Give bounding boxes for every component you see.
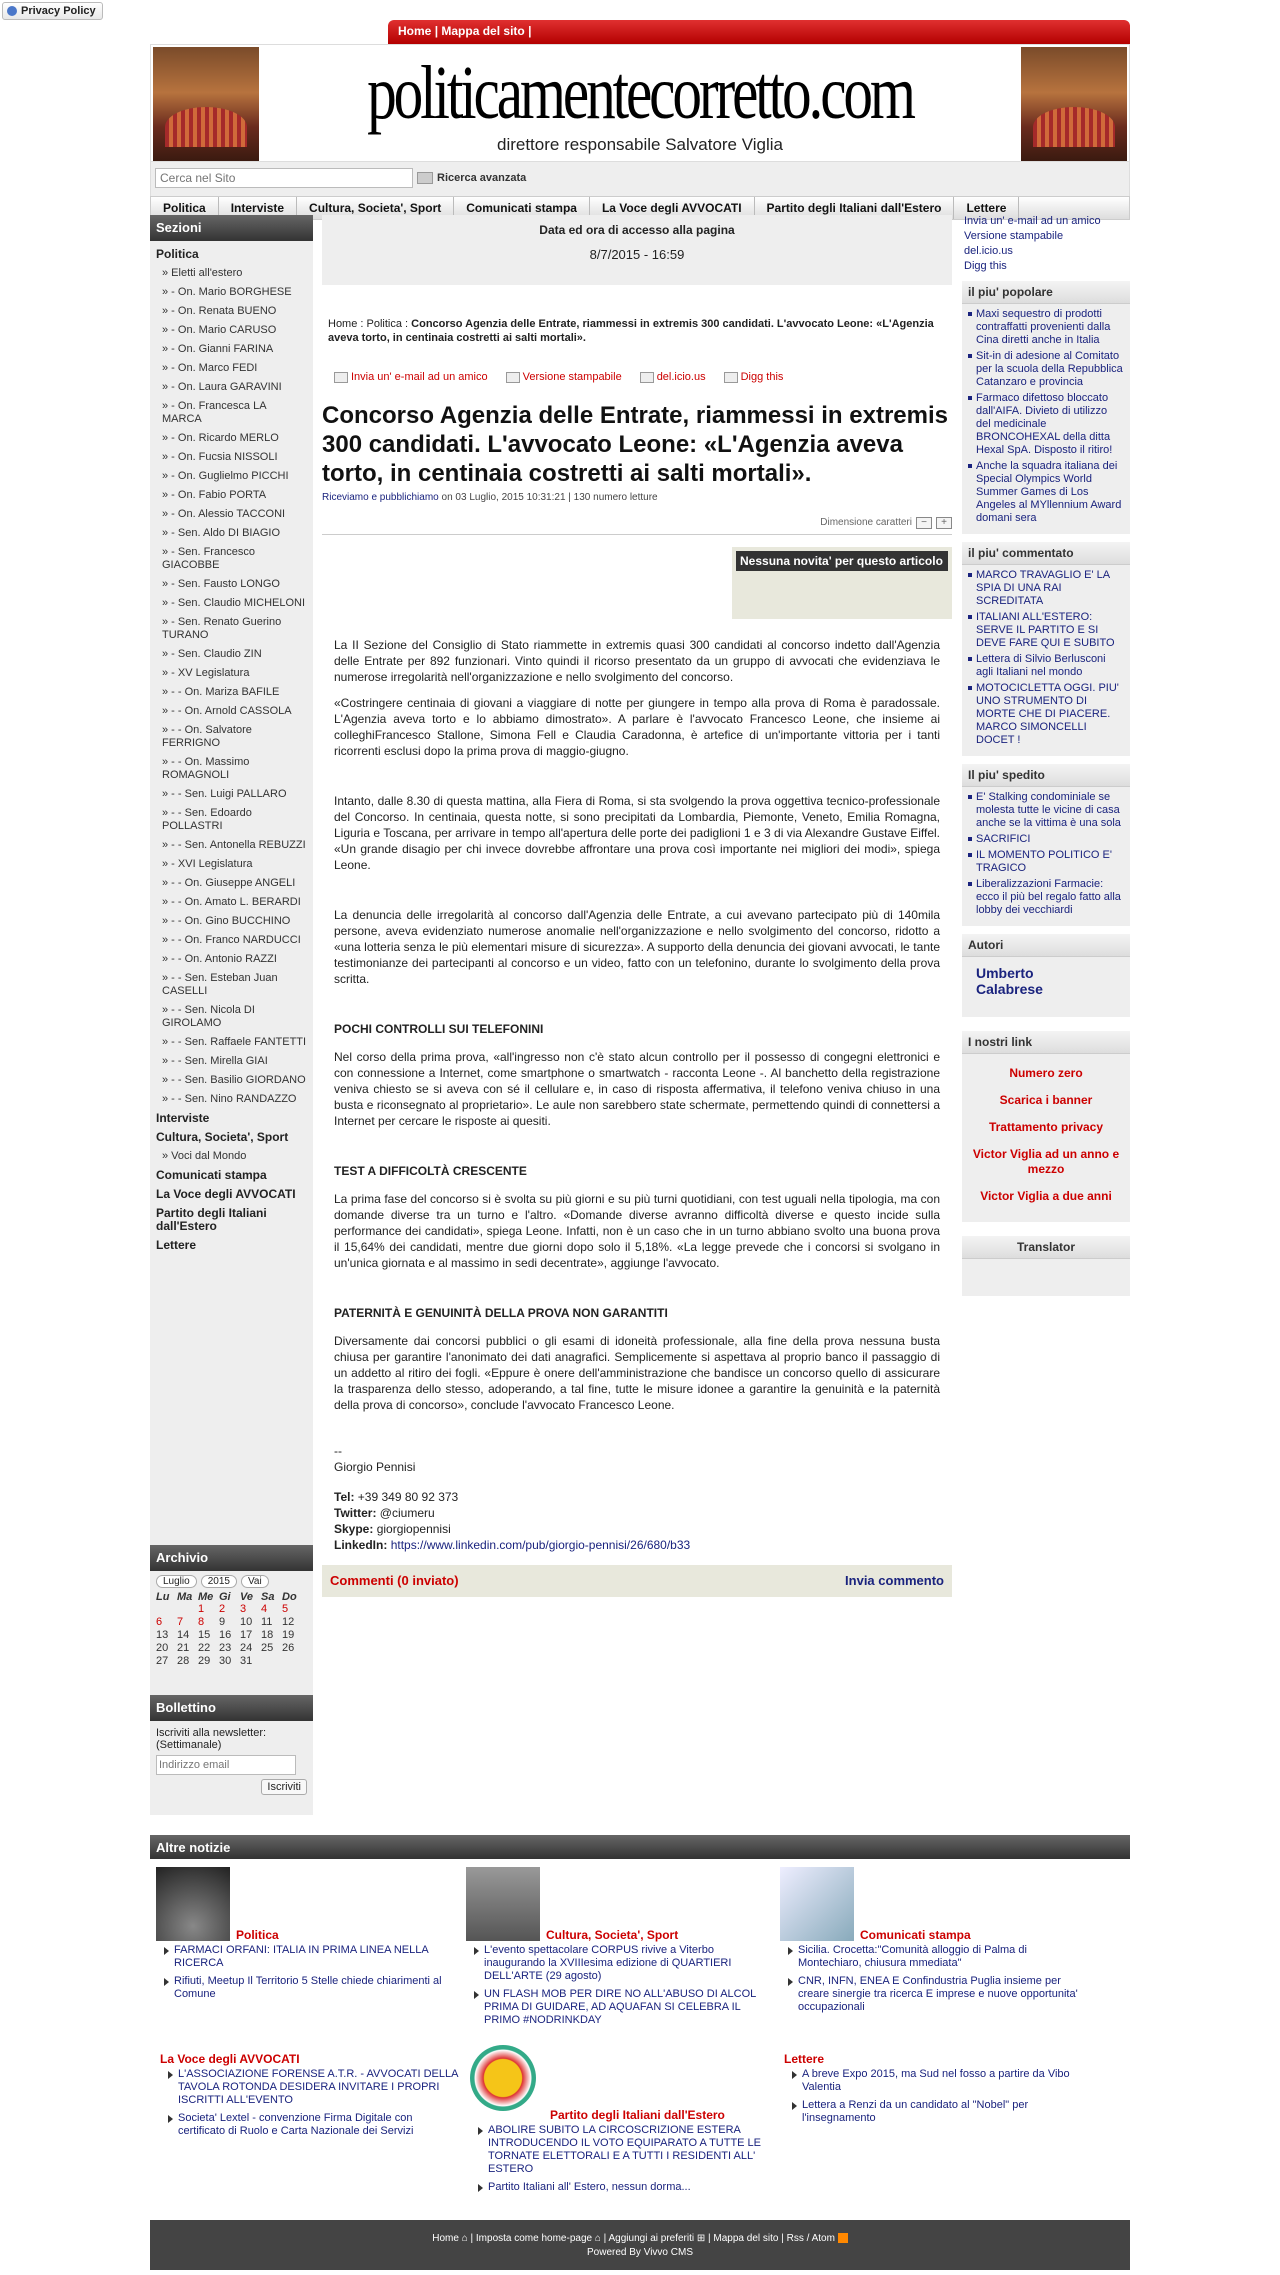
calendar-day[interactable]: 10 <box>240 1616 253 1628</box>
font-decrease-button[interactable]: − <box>916 517 932 529</box>
calendar-day-header: Gi <box>219 1591 231 1603</box>
popular-item[interactable]: Maxi sequestro di prodotti contraffatti provenienti dalla Cina diretti anche in Italia <box>976 308 1124 347</box>
our-links-box <box>962 1031 1130 1222</box>
sidebar-item[interactable]: » Voci dal Mondo <box>162 1150 247 1162</box>
sidebar-item[interactable]: » - - On. Massimo ROMAGNOLI <box>162 756 250 781</box>
subscribe-button[interactable]: Iscriviti <box>261 1779 307 1795</box>
section-heading: TEST A DIFFICOLTÀ CRESCENTE <box>334 1164 527 1178</box>
print-link[interactable]: Versione stampabile <box>964 230 1064 242</box>
separator: | <box>434 24 439 38</box>
updates-box <box>732 547 952 619</box>
paragraph: Nel corso della prima prova, «all'ingresso non c'è stato alcun controllo per il possesso di congegni elettronici e con connessione a Internet, come smartphone o smartwatch - racconta Leone -. Al banchetto della registrazione veniva chiesto se si aveva con sé il cellulare e, in caso di risposta affermativa, il telefono veniva chiuso in una busta e riconsegnato al proprietario». Le aule non sarebbero state schermate, permettendo quindi di connettersi a Internet per cercare le risposte ai quesiti. <box>334 1050 940 1128</box>
article-column <box>322 215 952 1597</box>
font-size-control <box>322 517 952 535</box>
news-item[interactable]: Societa' Lextel - convenzione Firma Digitale con certificato di Ruolo e Carta Nazionale dei Servizi <box>178 2112 460 2138</box>
calendar-day[interactable]: 13 <box>156 1629 169 1641</box>
linkedin-link[interactable]: https://www.linkedin.com/pub/giorgio-pennisi/26/680/b33 <box>390 1538 691 1552</box>
sidebar-item[interactable]: » - Sen. Francesco GIACOBBE <box>162 546 255 571</box>
box-title: Autori <box>962 934 1130 957</box>
article-meta <box>322 492 952 503</box>
news-partito <box>470 2045 780 2199</box>
digg-icon <box>724 372 738 383</box>
sidebar-item[interactable]: » - - On. Arnold CASSOLA <box>162 705 292 717</box>
comments-bar <box>322 1565 952 1597</box>
sidebar-item[interactable]: Lettere <box>156 1238 197 1252</box>
newsletter-text: Iscriviti alla newsletter: (Settimanale) <box>156 1727 267 1751</box>
sidebar-item[interactable]: » - - On. Mariza BAFILE <box>162 686 280 698</box>
sidebar-item[interactable]: » - On. Guglielmo PICCHI <box>162 470 289 482</box>
sidebar-item[interactable]: » - On. Francesca LA MARCA <box>162 400 266 425</box>
news-politica <box>156 1867 456 2006</box>
calendar-day-header: Ve <box>240 1591 254 1603</box>
sidebar-item[interactable]: » - - On. Amato L. BERARDI <box>162 896 301 908</box>
calendar-day[interactable]: 27 <box>156 1655 169 1667</box>
calendar-day[interactable]: 20 <box>156 1642 169 1654</box>
sitemap-link[interactable]: Mappa del sito <box>441 24 525 38</box>
our-link[interactable]: Trattamento privacy <box>988 1120 1104 1134</box>
email-friend-link[interactable]: Invia un' e-mail ad un amico <box>964 215 1101 227</box>
right-sidebar <box>962 215 1130 1296</box>
footer <box>150 2220 1130 2270</box>
powered-by: Powered By Vivvo CMS <box>587 2247 693 2258</box>
sidebar-item[interactable]: » - XVI Legislatura <box>162 858 253 870</box>
access-date-box <box>322 215 952 285</box>
sidebar-item[interactable]: » - - On. Gino BUCCHINO <box>162 915 291 927</box>
footer-links[interactable]: Home ⌂ | Imposta come home-page ⌂ | Aggiungi ai preferiti ⊞ | Mappa del sito | Rss / Atom <box>150 2232 1130 2246</box>
calendar-day[interactable]: 14 <box>177 1629 190 1641</box>
our-link[interactable]: Numero zero <box>1009 1066 1083 1080</box>
sidebar-item[interactable]: » - - Sen. Esteban Juan CASELLI <box>162 972 278 997</box>
calendar <box>150 1571 313 1672</box>
our-link[interactable]: Scarica i banner <box>999 1093 1093 1107</box>
no-updates-label: Nessuna novita' per questo articolo <box>736 551 948 571</box>
article-date: on 03 Luglio, 2015 10:31:21 | 130 numero letture <box>441 492 658 503</box>
news-cultura <box>466 1867 776 2032</box>
signature-name: Giorgio Pennisi <box>334 1460 416 1474</box>
contact-linkedin: LinkedIn: https://www.linkedin.com/pub/giorgio-pennisi/26/680/b33 <box>334 1538 691 1552</box>
search-icon <box>417 172 433 184</box>
sidebar-item[interactable]: » - XV Legislatura <box>162 667 250 679</box>
section-heading: POCHI CONTROLLI SUI TELEFONINI <box>334 1022 544 1036</box>
news-item[interactable]: Rifiuti, Meetup Il Territorio 5 Stelle chiede chiarimenti al Comune <box>174 1975 456 2001</box>
privacy-policy-button[interactable]: Privacy Policy <box>2 2 103 20</box>
calendar-day[interactable]: 21 <box>177 1642 190 1654</box>
sidebar-item[interactable]: » - On. Renata BUENO <box>162 305 277 317</box>
paragraph: Diversamente dai concorsi pubblici o gli esami di idoneità professionale, alla fine della prova nessuna busta chiusa per garantire l'anonimato dei dati anagrafici. Semplicemente si aspettava al proprio banco il passaggio di un addetto al ritiro dei fogli. «Eppure è onere dell'amministrazione che bandisce un concorso quello di assicurare la trasparenza dello stesso, adoperando, a tal fine, tutte le misure idonee a garantire la genuinità e la paternità della prova di concorso», conclude l'avvocato Francesco Leone. <box>334 1334 940 1412</box>
calendar-day <box>282 1655 303 1668</box>
partito-logo <box>470 2045 536 2111</box>
news-lettere <box>784 2053 1084 2130</box>
most-commented-box <box>962 542 1130 756</box>
sidebar-item[interactable]: » - On. Fucsia NISSOLI <box>162 451 278 463</box>
commented-item[interactable]: ITALIANI ALL'ESTERO: SERVE IL PARTITO E SI DEVE FARE QUI E SUBITO <box>976 611 1124 650</box>
go-button[interactable]: Vai <box>241 1575 269 1588</box>
breadcrumb-sep: : <box>401 318 412 330</box>
archive-box <box>150 1545 313 1672</box>
breadcrumb-home[interactable]: Home <box>328 318 358 330</box>
most-popular-box <box>962 281 1130 534</box>
font-size-label: Dimensione caratteri <box>820 517 912 528</box>
news-avvocati <box>160 2053 460 2143</box>
sidebar-item[interactable]: » - Sen. Claudio MICHELONI <box>162 597 306 609</box>
advanced-search-link[interactable] <box>417 172 526 184</box>
sent-item[interactable]: SACRIFICI <box>976 833 1124 846</box>
nav-cultura[interactable]: Cultura, Societa', Sport <box>297 197 454 219</box>
calendar-day[interactable]: 15 <box>198 1629 211 1641</box>
breadcrumb-sep: : <box>357 318 367 330</box>
news-section-title[interactable]: Cultura, Societa', Sport <box>546 1928 679 1942</box>
sidebar-item[interactable]: » - On. Mario CARUSO <box>162 324 277 336</box>
section-heading: PATERNITÀ E GENUINITÀ DELLA PROVA NON GARANTITI <box>334 1306 668 1320</box>
box-title: Il piu' spedito <box>962 764 1130 787</box>
sidebar-item[interactable]: » - - Sen. Nino RANDAZZO <box>162 1093 297 1105</box>
calendar-day[interactable]: 16 <box>219 1629 232 1641</box>
calendar-day-header: Ma <box>177 1591 193 1603</box>
cultura-image <box>466 1867 540 1941</box>
calendar-day[interactable]: 17 <box>240 1629 253 1641</box>
news-section-title[interactable]: La Voce degli AVVOCATI <box>160 2052 300 2066</box>
archive-title: Archivio <box>150 1545 313 1571</box>
newsletter-box <box>150 1695 313 1795</box>
article-title: Concorso Agenzia delle Entrate, riammessi in extremis 300 candidati. L'avvocato Leone: «L'Agenzia aveva torto, in centinaia costretti ai salti mortali». <box>322 402 948 487</box>
access-date-title: Data ed ora di accesso alla pagina <box>539 223 735 237</box>
calendar-day[interactable]: 7 <box>177 1616 184 1628</box>
news-item[interactable]: FARMACI ORFANI: ITALIA IN PRIMA LINEA NELLA RICERCA <box>174 1944 456 1970</box>
sidebar-item[interactable]: La Voce degli AVVOCATI <box>156 1187 296 1201</box>
calendar-day[interactable]: 8 <box>198 1616 205 1628</box>
paragraph: La II Sezione del Consiglio di Stato riammette in extremis quasi 300 candidati al concorso indetto dall'Agenzia delle Entrate per 892 funzionari. Vinto quindi il ricorso presentato da un gruppo di avvocati che evidenziava le numerose irregolarità nell'organizzazione e nello svolgimento del concorso. <box>334 638 940 684</box>
sidebar-item[interactable]: » - - Sen. Luigi PALLARO <box>162 788 287 800</box>
nav-comunicati[interactable]: Comunicati stampa <box>454 197 590 219</box>
author-link[interactable]: Umberto Calabrese <box>976 965 1043 997</box>
home-link[interactable]: Home <box>398 24 432 38</box>
delicious-link[interactable]: del.icio.us <box>640 371 706 383</box>
calendar-day[interactable]: 26 <box>282 1642 295 1654</box>
sidebar-item[interactable]: » - - On. Salvatore FERRIGNO <box>162 724 252 749</box>
news-section-title[interactable]: Comunicati stampa <box>860 1928 971 1942</box>
separator: | <box>528 24 532 38</box>
box-title: I nostri link <box>962 1031 1130 1054</box>
article-body <box>322 637 952 1553</box>
calendar-day[interactable]: 24 <box>240 1642 253 1654</box>
sidebar-item[interactable]: » - On. Alessio TACCONI <box>162 508 286 520</box>
top-nav <box>388 20 1130 44</box>
calendar-day[interactable]: 2 <box>219 1603 226 1615</box>
sidebar-item[interactable]: » - Sen. Renato Guerino TURANO <box>162 616 282 641</box>
most-sent-box <box>962 764 1130 926</box>
comments-count-link[interactable]: Commenti (0 inviato) <box>330 1573 459 1588</box>
popular-item[interactable]: Sit-in di adesione al Comitato per la scuola della Repubblica Catanzaro e provincia <box>976 350 1123 388</box>
calendar-day <box>156 1603 177 1616</box>
sidebar-item[interactable]: » - - Sen. Nicola DI GIROLAMO <box>162 1004 255 1029</box>
news-comunicati <box>780 1867 1090 2019</box>
sidebar-item[interactable]: » - - On. Antonio RAZZI <box>162 953 277 965</box>
our-link[interactable]: Victor Viglia ad un anno e mezzo <box>972 1147 1120 1176</box>
calendar-day <box>177 1603 198 1616</box>
calendar-day[interactable]: 31 <box>240 1655 253 1667</box>
left-sidebar <box>150 215 313 1815</box>
news-section-title[interactable]: Partito degli Italiani dall'Estero <box>550 2108 725 2122</box>
calendar-day[interactable]: 28 <box>177 1655 190 1667</box>
commented-item[interactable]: MOTOCICLETTA OGGI. PIU' UNO STRUMENTO DI MORTE CHE DI PIACERE. MARCO SIMONCELLI DOCET ! <box>976 682 1124 747</box>
nav-partito[interactable]: Partito degli Italiani dall'Estero <box>755 197 955 219</box>
comunicati-image <box>780 1867 854 1941</box>
commented-item[interactable]: MARCO TRAVAGLIO E' LA SPIA DI UNA RAI SCREDITATA <box>976 569 1124 608</box>
calendar-day[interactable]: 29 <box>198 1655 211 1667</box>
font-increase-button[interactable]: + <box>936 517 952 529</box>
politica-image <box>156 1867 230 1941</box>
site-logo[interactable]: politicamentecorretto.com <box>367 51 913 135</box>
nav-interviste[interactable]: Interviste <box>219 197 297 219</box>
header <box>150 44 1130 162</box>
sidebar-item[interactable]: » - Sen. Aldo DI BIAGIO <box>162 527 280 539</box>
contact-tel: Tel: +39 349 80 92 373 <box>334 1490 459 1504</box>
contact-skype: Skype: giorgiopennisi <box>334 1522 451 1536</box>
delicious-link[interactable]: del.icio.us <box>964 245 1013 257</box>
month-select[interactable]: Luglio <box>156 1575 197 1588</box>
delicious-icon <box>640 372 654 383</box>
calendar-day[interactable]: 4 <box>261 1603 268 1615</box>
right-tools <box>962 215 1130 273</box>
calendar-day-header: Do <box>282 1591 297 1603</box>
calendar-day-header: Me <box>198 1591 214 1603</box>
sidebar-item[interactable]: » - - Sen. Basilio GIORDANO <box>162 1074 306 1086</box>
sidebar-item[interactable]: » - Sen. Claudio ZIN <box>162 648 262 660</box>
commented-item[interactable]: Lettera di Silvio Berlusconi agli Italiani nel mondo <box>976 653 1124 679</box>
calendar-day[interactable]: 12 <box>282 1616 295 1628</box>
news-item[interactable]: L'ASSOCIAZIONE FORENSE A.T.R. - AVVOCATI DELLA TAVOLA ROTONDA DESIDERA INVITARE I PROPRI ISCRITTI ALL'EVENTO <box>178 2068 460 2107</box>
sidebar-item[interactable]: » - - Sen. Raffaele FANTETTI <box>162 1036 307 1048</box>
sidebar-item[interactable]: » - On. Gianni FARINA <box>162 343 274 355</box>
sidebar-item[interactable]: Politica <box>156 247 199 261</box>
email-friend-link[interactable]: Invia un' e-mail ad un amico <box>334 371 488 383</box>
more-news-title: Altre notizie <box>150 1835 1130 1859</box>
news-item[interactable]: UN FLASH MOB PER DIRE NO ALL'ABUSO DI ALCOL PRIMA DI GUIDARE, AD AQUAFAN SI CELEBRA IL PRIMO #NODRINKDAY <box>484 1988 776 2027</box>
author-link[interactable]: Riceviamo e pubblichiamo <box>322 492 439 503</box>
tagline: direttore responsabile Salvatore Viglia <box>496 135 784 154</box>
paragraph: Intanto, dalle 8.30 di questa mattina, alla Fiera di Roma, si sta svolgendo la prova oggettiva tecnico-professionale del Concorso. In centinaia, questa notte, si sono precipitati da Lombardia, Piemonte, Veneto, Emilia Romagna, Liguria e Toscana, per arrivare in tempo all'apertura delle porte dei padiglioni 1 e 3 di via Alexandre Gustave Eiffel. «Un grande disagio per chi invece dovrebbe affrontare una prova così importante nei migliori dei modi», spiega Leone. <box>334 794 940 872</box>
signature-dash: -- <box>334 1444 342 1458</box>
sent-item[interactable]: IL MOMENTO POLITICO E' TRAGICO <box>976 849 1124 875</box>
advanced-search-label: Ricerca avanzata <box>437 172 527 184</box>
calendar-day[interactable]: 19 <box>282 1629 295 1641</box>
breadcrumb-current: Concorso Agenzia delle Entrate, riammessi in extremis 300 candidati. L'avvocato Leone: «L'Agenzia aveva torto, in centinaia costretti ai salti mortali». <box>328 318 934 344</box>
search-bar <box>150 162 1130 196</box>
sent-item[interactable]: E' Stalking condominiale se molesta tutte le vicine di casa anche se la vittima è una sola <box>976 791 1124 830</box>
article-tools <box>334 371 940 383</box>
more-news <box>150 1835 1130 2235</box>
page-wrapper <box>150 20 1130 220</box>
popular-item[interactable]: Anche la squadra italiana dei Special Olympics World Summer Games di Los Angeles al MYllennium Award domani sera <box>976 460 1124 525</box>
envelope-icon <box>334 372 348 383</box>
calendar-day[interactable]: 25 <box>261 1642 274 1654</box>
news-section-title[interactable]: Lettere <box>784 2052 825 2066</box>
calendar-day[interactable]: 1 <box>198 1603 205 1615</box>
paragraph: La denuncia delle irregolarità al concorso dall'Agenzia delle Entrate, a cui avevano partecipato più di 140mila persone, aveva evidenziato numerose anomalie nell'organizzazione e nello svolgimento del concorso, ridotto a «una lotteria senza le più elementari misure di sicurezza». A supporto della denuncia dei giovani avvocati, le tante testimonianze dei partecipanti al concorso e un video, fatto con un telefonino, durante lo svolgimento della prova scritta. <box>334 908 940 986</box>
breadcrumb <box>322 317 952 345</box>
sections-list <box>150 241 313 1259</box>
access-date-value: 8/7/2015 - 16:59 <box>589 247 685 262</box>
sidebar-item[interactable]: » - Sen. Fausto LONGO <box>162 578 280 590</box>
news-item[interactable]: L'evento spettacolare CORPUS rivive a Viterbo inaugurando la XVIIIesima edizione di QUARTIERI DELL'ARTE (29 agosto) <box>484 1944 776 1983</box>
calendar-day-header: Sa <box>261 1591 275 1603</box>
calendar-day[interactable]: 5 <box>282 1603 289 1615</box>
sidebar-item[interactable]: » - On. Mario BORGHESE <box>162 286 292 298</box>
calendar-day[interactable]: 22 <box>198 1642 211 1654</box>
sidebar-item[interactable]: Partito degli Italiani dall'Estero <box>156 1206 267 1233</box>
nav-avvocati[interactable]: La Voce degli AVVOCATI <box>590 197 755 219</box>
breadcrumb-section[interactable]: Politica <box>366 318 402 330</box>
news-section-title[interactable]: Politica <box>236 1928 279 1942</box>
calendar-grid <box>156 1591 303 1668</box>
sidebar-item[interactable]: » - On. Marco FEDI <box>162 362 258 374</box>
year-select[interactable]: 2015 <box>201 1575 237 1588</box>
calendar-day[interactable]: 23 <box>219 1642 232 1654</box>
sidebar-item[interactable]: » - On. Ricardo MERLO <box>162 432 279 444</box>
nav-politica[interactable]: Politica <box>151 197 219 219</box>
contact-twitter: Twitter: @ciumeru <box>334 1506 435 1520</box>
news-item[interactable]: CNR, INFN, ENEA E Confindustria Puglia insieme per creare sinergie tra ricerca E imprese e nuove opportunita' occupazionali <box>798 1975 1090 2014</box>
translator-box <box>962 1236 1130 1296</box>
calendar-day[interactable]: 30 <box>219 1655 232 1667</box>
sidebar-item[interactable]: Comunicati stampa <box>156 1168 267 1182</box>
news-item[interactable]: Sicilia. Crocetta:"Comunità alloggio di Palma di Montechiaro, chiusura mmediata" <box>798 1944 1090 1970</box>
rss-icon[interactable] <box>838 2233 848 2243</box>
news-item[interactable]: A breve Expo 2015, ma Sud nel fosso a partire da Vibo Valentia <box>802 2068 1084 2094</box>
authors-box <box>962 934 1130 1017</box>
calendar-day <box>261 1655 282 1668</box>
news-item[interactable]: Partito Italiani all' Estero, nessun dorma... <box>488 2181 780 2194</box>
sidebar-item[interactable]: » - - Sen. Antonella REBUZZI <box>162 839 306 851</box>
box-title: il piu' popolare <box>962 281 1130 304</box>
box-title: il piu' commentato <box>962 542 1130 565</box>
newsletter-title: Bollettino <box>150 1695 313 1721</box>
search-input[interactable] <box>155 168 413 188</box>
sidebar-item[interactable]: » Eletti all'estero <box>162 267 243 279</box>
news-item[interactable]: Lettera a Renzi da un candidato al "Nobel" per l'insegnamento <box>802 2099 1084 2125</box>
print-link[interactable]: Versione stampabile <box>506 371 622 383</box>
sidebar-item[interactable]: » - - Sen. Mirella GIAI <box>162 1055 268 1067</box>
calendar-day[interactable]: 11 <box>261 1616 273 1628</box>
our-link[interactable]: Victor Viglia a due anni <box>980 1189 1112 1203</box>
sidebar-item[interactable]: » - On. Fabio PORTA <box>162 489 267 501</box>
paragraph: «Costringere centinaia di giovani a viaggiare di notte per giungere in tempo alla prova di Roma è paradossale. L'Agenzia aveva torto e lo abbiamo dimostrato». A parlare è l'avvocato Francesco Leone, che insieme ai colleghiFrancesco Stallone, Simona Fell e Claudia Caradonna, è artefice di un'importante vittoria per i tanti ricorrenti esclusi dopo la prima prova di maggio-giugno. <box>334 696 940 758</box>
newsletter-email-input[interactable] <box>156 1755 296 1775</box>
news-item[interactable]: ABOLIRE SUBITO LA CIRCOSCRIZIONE ESTERA INTRODUCENDO IL VOTO EQUIPARATO A TUTTE LE TORNATE ELETTORALI E A TUTTI I RESIDENTI ALL' ESTERO <box>488 2124 780 2176</box>
popular-item[interactable]: Farmaco difettoso bloccato dall'AIFA. Divieto di utilizzo del medicinale BRONCOHEXAL della ditta Hexal SpA. Disposto il ritiro! <box>976 392 1124 457</box>
sidebar-item[interactable]: Interviste <box>156 1111 210 1125</box>
nav-lettere[interactable]: Lettere <box>954 197 1019 219</box>
calendar-day[interactable]: 18 <box>261 1629 274 1641</box>
calendar-day-header: Lu <box>156 1591 170 1603</box>
calendar-day[interactable]: 9 <box>219 1616 226 1628</box>
calendar-day[interactable]: 3 <box>240 1603 247 1615</box>
paragraph: La prima fase del concorso si è svolta su più giorni e su più turni quotidiani, con test uguali nella tipologia, ma con domande diverse tra un turno e l'altro. «Domande diverse avranno difficoltà diverse e questo incide sulla performance dei candidati», spiega Leone. Infatti, non è un caso che in un turno abbiano svolto una buona prova il 15,64% dei candidati, mentre due giorni dopo solo il 5,18%. «La legge prevede che i concorsi si svolgano in un'unica giornata e al massimo in sedi decentrate», aggiunge l'avvocato. <box>334 1192 940 1270</box>
sidebar-item[interactable]: Cultura, Societa', Sport <box>156 1130 289 1144</box>
digg-link[interactable]: Digg this <box>724 371 784 383</box>
sidebar-item[interactable]: » - - On. Franco NARDUCCI <box>162 934 301 946</box>
sidebar-item[interactable]: » - On. Laura GARAVINI <box>162 381 282 393</box>
calendar-day[interactable]: 6 <box>156 1616 163 1628</box>
parliament-image-right <box>1021 47 1127 161</box>
send-comment-link[interactable]: Invia commento <box>845 1573 944 1588</box>
digg-link[interactable]: Digg this <box>964 260 1007 272</box>
sidebar-item[interactable]: » - - On. Giuseppe ANGELI <box>162 877 296 889</box>
printer-icon <box>506 372 520 383</box>
sections-title: Sezioni <box>150 215 313 241</box>
translator-title: Translator <box>962 1236 1130 1259</box>
sent-item[interactable]: Liberalizzazioni Farmacie: ecco il più bel regalo fatto alla lobby dei vecchiardi <box>976 878 1124 917</box>
sidebar-item[interactable]: » - - Sen. Edoardo POLLASTRI <box>162 807 252 832</box>
